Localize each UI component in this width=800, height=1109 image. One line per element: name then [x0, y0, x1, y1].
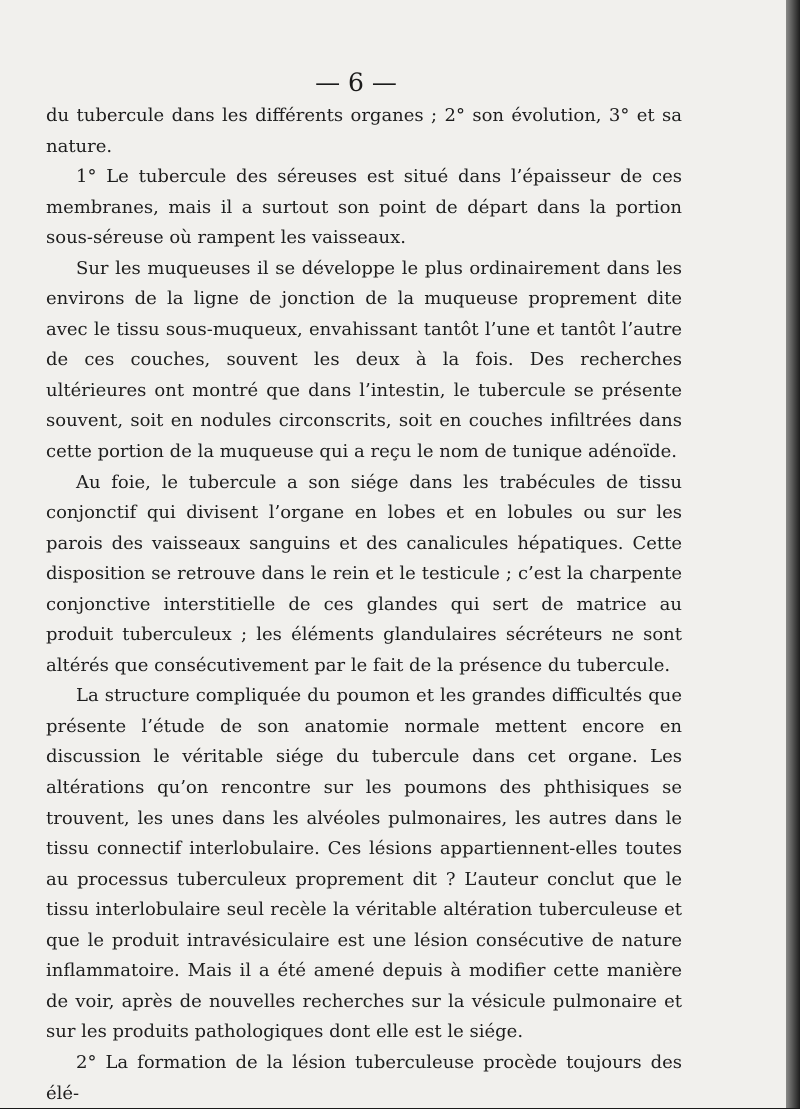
scan-edge-shadow [786, 0, 800, 1108]
page-number: — 6 — [315, 68, 397, 97]
paragraph-continuation: du tubercule dans les différents organes ; 2° son évolution, 3° et sa nature. [46, 105, 682, 157]
paragraph-foie: Au foie, le tubercule a son siége dans les trabécules de tissu conjonctif qui divisent l’organe en lobes et en lobules ou sur les parois des vaisseaux sanguins et des canalicules hépatiques. Cette disposition se retrouve dans le rein et le testicule ; c’est la charpente conjonctive interstitielle de ces glandes qui sert de matrice au produit tuberculeux ; les éléments glandulaires sécréteurs ne sont altérés que consécutivement par le fait de la présence du tubercule. [46, 471, 682, 676]
body-text [46, 101, 682, 1109]
paragraph-muqueuses: Sur les muqueuses il se développe le plus ordinairement dans les environs de la ligne de jonction de la muqueuse proprement dite avec le tissu sous-muqueux, envahissant tantôt l’une et tantôt l’autre de ces couches, souvent les deux à la fois. Des recherches ultérieures ont montré que dans l’intestin, le tubercule se présente souvent, soit en nodules circonscrits, soit en couches infiltrées dans cette portion de la muqueuse qui a reçu le nom de tunique adénoïde. [46, 257, 682, 463]
paragraph-poumon: La structure compliquée du poumon et les grandes difficultés que présente l’étude de son anatomie normale mettent encore en discussion le véritable siége du tubercule dans cet organe. Les altérations qu’on rencontre sur les poumons des phthisiques se trouvent, les unes dans les alvéoles pulmonaires, les autres dans le tissu connectif interlobulaire. Ces lésions appartiennent-elles toutes au processus tuberculeux proprement dit ? L’auteur conclut que le tissu interlobulaire seul recèle la véritable altération tuberculeuse et que le produit intravésiculaire est une lésion consécutive de nature inflammatoire. Mais il a été amené depuis à modifier cette manière de voir, après de nouvelles recherches sur la vésicule pulmonaire et sur les produits pathologiques dont elle est le siége. [46, 685, 682, 1043]
paragraph-sereuses: 1° Le tubercule des séreuses est situé dans l’épaisseur de ces membranes, mais il a surtout son point de départ dans la portion sous-séreuse où rampent les vaisseaux. [46, 166, 682, 249]
paragraph-formation: 2° La formation de la lésion tuberculeuse procède toujours des élé- [46, 1051, 682, 1104]
